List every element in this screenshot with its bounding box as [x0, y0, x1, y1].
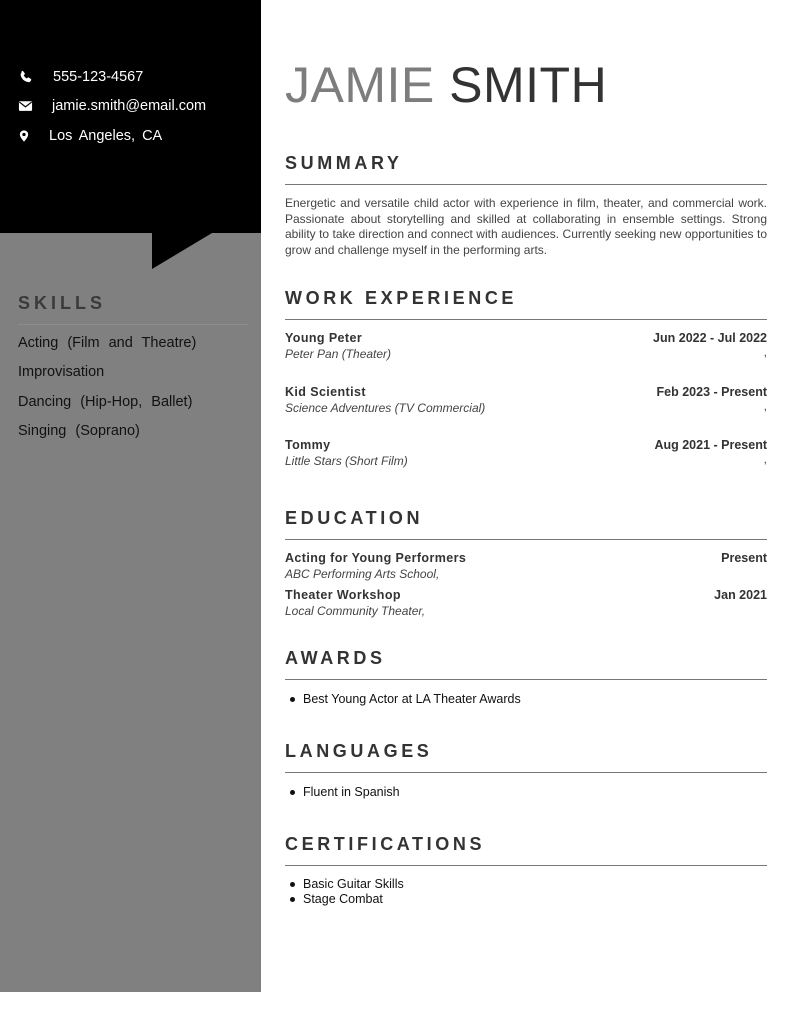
education-entry: [285, 551, 767, 585]
certification-item: Basic Guitar Skills: [303, 877, 404, 891]
skill-item: Improvisation: [18, 364, 105, 380]
last-name: SMITH: [449, 57, 608, 113]
contact-panel-notch: [152, 233, 212, 269]
experience-dates: Feb 2023 - Present: [656, 385, 767, 399]
email-text: jamie.smith@email.com: [52, 98, 207, 114]
skill-item: Singing (Soprano): [18, 423, 140, 439]
languages-divider: [285, 772, 767, 773]
experience-production: Little Stars (Short Film): [285, 454, 408, 468]
experience-role: Kid Scientist: [285, 385, 366, 399]
skill-item: Acting (Film and Theatre): [18, 335, 197, 351]
certifications-list: [303, 877, 404, 907]
envelope-icon: [18, 99, 33, 113]
education-divider: [285, 539, 767, 540]
languages-heading: LANGUAGES: [285, 741, 433, 761]
experience-entry: [285, 438, 767, 472]
education-heading: EDUCATION: [285, 508, 424, 528]
skills-divider: [18, 324, 248, 325]
awards-heading: AWARDS: [285, 648, 386, 668]
summary-heading: SUMMARY: [285, 153, 403, 173]
education-date: Present: [721, 551, 767, 565]
education-date: Jan 2021: [714, 588, 767, 602]
certifications-heading: CERTIFICATIONS: [285, 834, 486, 854]
candidate-name: [285, 56, 607, 114]
awards-divider: [285, 679, 767, 680]
awards-list: [303, 692, 521, 707]
skills-heading: SKILLS: [18, 293, 107, 313]
education-program: Theater Workshop: [285, 588, 401, 602]
contact-email: [18, 98, 206, 114]
phone-icon: [19, 70, 33, 84]
skill-item: Dancing (Hip-Hop, Ballet): [18, 394, 193, 410]
phone-text: 555-123-4567: [53, 69, 144, 85]
first-name: JAMIE: [285, 57, 435, 113]
languages-list: [303, 785, 400, 800]
language-item: Fluent in Spanish: [303, 785, 400, 799]
education-program: Acting for Young Performers: [285, 551, 467, 565]
map-pin-icon: [18, 129, 30, 143]
education-entry: [285, 588, 767, 622]
experience-role: Young Peter: [285, 331, 363, 345]
location-text: Los Angeles, CA: [49, 128, 163, 144]
experience-role: Tommy: [285, 438, 331, 452]
summary-text: Energetic and versatile child actor with experience in film, theater, and commercial work. Passionate about storytelling and skilled at collaborating in ensemble settings. Strong ability to take direction and connect with audiences. Currently seeking new opportunities to grow and challenge myself in the performing arts.: [285, 196, 767, 258]
experience-divider: [285, 319, 767, 320]
contact-phone: [18, 69, 143, 85]
experience-dates: Jun 2022 - Jul 2022: [653, 331, 767, 345]
certification-item: Stage Combat: [303, 892, 404, 907]
experience-location: ,: [763, 452, 767, 466]
experience-location: ,: [763, 399, 767, 413]
experience-production: Science Adventures (TV Commercial): [285, 401, 486, 415]
experience-heading: WORK EXPERIENCE: [285, 288, 518, 308]
contact-location: [18, 128, 162, 144]
experience-dates: Aug 2021 - Present: [654, 438, 767, 452]
experience-entry: [285, 385, 767, 419]
certifications-divider: [285, 865, 767, 866]
experience-location: ,: [763, 345, 767, 359]
education-school: Local Community Theater,: [285, 604, 426, 618]
education-school: ABC Performing Arts School,: [285, 567, 440, 581]
experience-entry: [285, 331, 767, 365]
experience-production: Peter Pan (Theater): [285, 347, 392, 361]
award-item: Best Young Actor at LA Theater Awards: [303, 692, 521, 706]
summary-divider: [285, 184, 767, 185]
contact-panel: [0, 0, 261, 233]
